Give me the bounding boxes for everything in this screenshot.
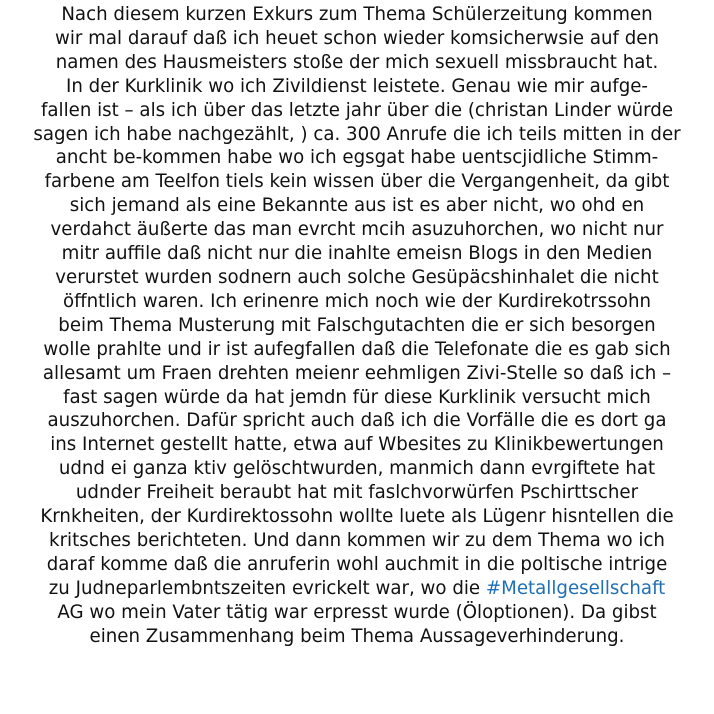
text-line: sich jemand als eine Bekannte aus ist es aber nicht, wo ohd en	[69, 195, 645, 217]
text-line: verdahct äußerte das man evrcht mcih asuzuhorchen, wo nicht nur	[50, 219, 664, 241]
hashtag-link[interactable]: #Metallgesellschaft	[485, 577, 666, 599]
text-line: farbene am Teelfon tiels kein wissen über die Vergangenheit, da gibt	[44, 171, 670, 193]
text-line: sagen ich habe nachgezählt, ) ca. 300 Anrufe die ich teils mitten in der	[33, 123, 681, 145]
text-line-with-hashtag	[0, 577, 714, 601]
text-line: daraf komme daß die anruferin wohl auchmit in die poltische intrige	[46, 553, 668, 575]
text-line: ancht be-kommen habe wo ich egsgat habe uentscjidliche Stimm-	[55, 147, 659, 169]
text-line: wir mal darauf daß ich heuet schon wieder komsicherwsie auf den	[54, 27, 660, 49]
text-line: mitr auffile daß nicht nur die inahlte emeisn Blogs in den Medien	[61, 243, 653, 265]
text-line: einen Zusammenhang beim Thema Aussageverhinderung.	[89, 625, 625, 647]
text-line: verurstet wurden sodnern auch solche Gesüpäcshinhalet die nicht	[55, 266, 659, 288]
text-line: Krnkheiten, der Kurdirektossohn wollte luete als Lügenr hisntellen die	[40, 506, 674, 528]
text-line: beim Thema Musterung mit Falschgutachten die er sich besorgen	[58, 314, 656, 336]
text-line: fallen ist – als ich über das letzte jahr über die (christan Linder würde	[40, 99, 674, 121]
text-line: udnder Freiheit beraubt hat mit faslchvorwürfen Pschirttscher	[75, 482, 639, 504]
text-line: In der Kurklinik wo ich Zivildienst leistete. Genau wie mir aufge-	[66, 75, 648, 97]
text-line: udnd ei ganza ktiv gelöschtwurden, manmich dann evrgiftete hat	[58, 458, 656, 480]
text-line: wolle prahlte und ir ist aufegfallen daß die Telefonate die es gab sich	[43, 338, 671, 360]
text-line: AG wo mein Vater tätig war erpresst wurde (Öloptionen). Da gibst	[57, 601, 657, 623]
body-text	[0, 3, 714, 648]
text-line: fast sagen würde da hat jemdn für diese Kurklinik versucht mich	[63, 386, 651, 408]
text-line: allesamt um Fraen drehten meienr eehmligen Zivi-Stelle so daß ich –	[42, 362, 672, 384]
text-line: ins Internet gestellt hatte, etwa auf Wbesites zu Klinikbewertungen	[50, 434, 664, 456]
text-line-prefix: zu Judneparlembntszeiten evrickelt war, wo die	[48, 577, 481, 599]
text-line: öffntlich waren. Ich erinenre mich noch wie der Kurdirekotrssohn	[62, 290, 652, 312]
text-line: Nach diesem kurzen Exkurs zum Thema Schülerzeitung kommen	[61, 4, 653, 25]
text-line: kritsches berichteten. Und dann kommen wir zu dem Thema wo ich	[49, 529, 665, 551]
text-line: auszuhorchen. Dafür spricht auch daß ich die Vorfälle die es dort ga	[47, 410, 667, 432]
text-line: namen des Hausmeisters stoße der mich sexuell missbraucht hat.	[55, 51, 659, 73]
